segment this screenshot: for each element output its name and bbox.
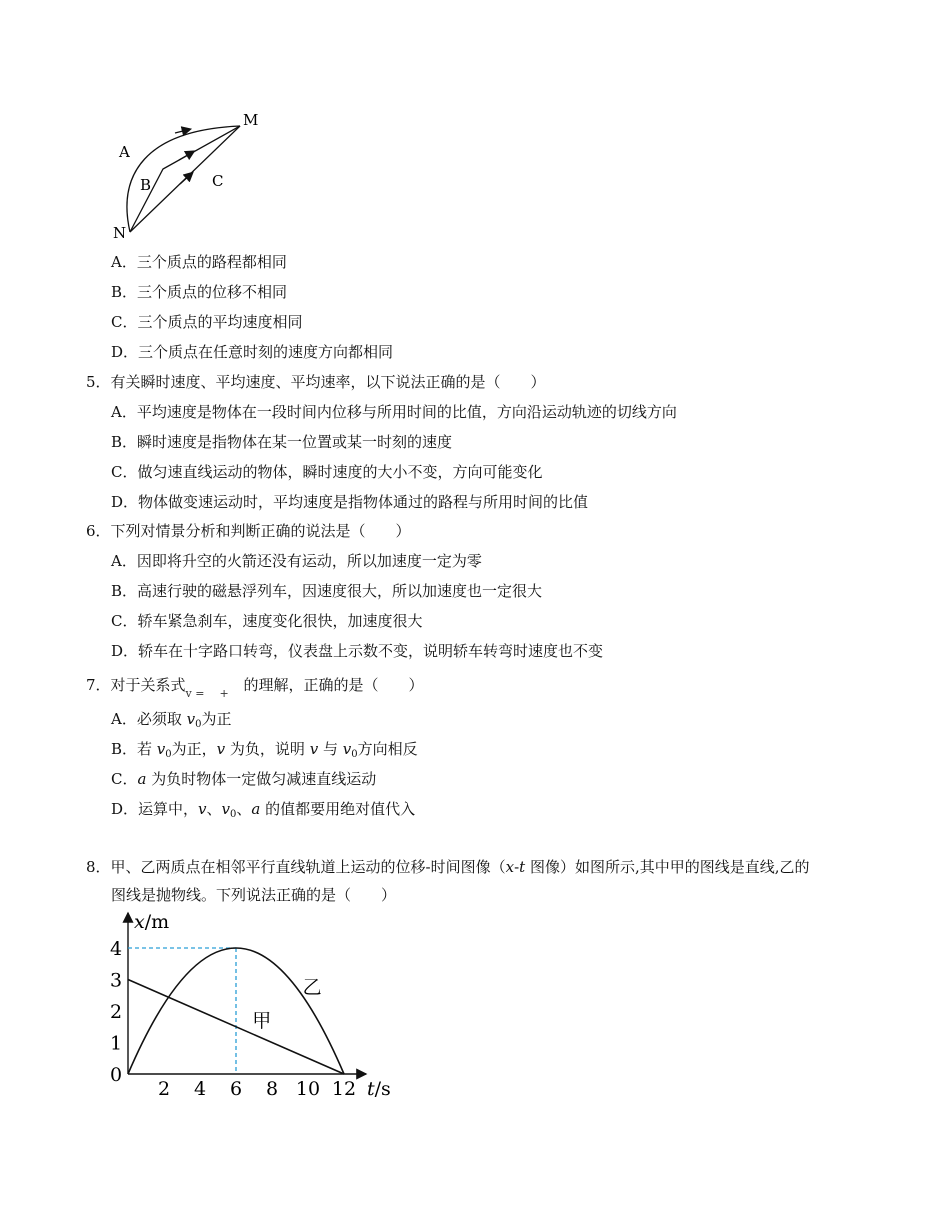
q8-stem-text1: 8．甲、乙两质点在相邻平行直线轨道上运动的位移-时间图像（ — [86, 858, 506, 876]
q5-option-b: B．瞬时速度是指物体在某一位置或某一时刻的速度 — [111, 433, 453, 451]
sym-v0: v — [342, 740, 352, 758]
x-tick-label-10: 10 — [295, 1078, 321, 1100]
q7-a-text2: 为正 — [201, 710, 232, 728]
q8-sym-t: t — [519, 858, 526, 876]
q7-b-text5: 方向相反 — [357, 740, 418, 758]
q7-option-c — [111, 769, 376, 789]
sym-v0: v — [186, 710, 196, 728]
label-m: M — [243, 111, 259, 129]
y-tick-label-4: 4 — [110, 938, 123, 960]
y-tick-label-0: 0 — [110, 1064, 123, 1086]
q7-option-a — [111, 709, 231, 735]
q6-option-c: C．轿车紧急刹车，速度变化很快，加速度很大 — [111, 612, 423, 630]
q4-option-a: A．三个质点的路程都相同 — [111, 253, 287, 271]
q6-option-d: D．轿车在十字路口转弯，仪表盘上示数不变，说明轿车转弯时速度也不变 — [111, 642, 604, 660]
x-tick-label-2: 2 — [157, 1078, 171, 1100]
q7-b-text: B．若 — [111, 740, 157, 758]
label-c: C — [212, 172, 224, 190]
q7-d-text4: 的值都要用绝对值代入 — [260, 800, 416, 818]
q8-stem-text2: 图像）如图所示,其中甲的图线是直线,乙的 — [525, 858, 810, 876]
xt-chart — [100, 905, 400, 1105]
sub-0: 0 — [165, 749, 172, 760]
q4-path-figure — [105, 105, 275, 240]
q7-d-text3: 、 — [236, 800, 252, 818]
q6-option-a: A．因即将升空的火箭还没有运动，所以加速度一定为零 — [111, 552, 482, 570]
sub-0: 0 — [230, 809, 237, 820]
label-a: A — [119, 143, 130, 161]
path-a-arrow — [175, 130, 187, 133]
q7-stem — [86, 675, 424, 700]
y-axis-label: x/m — [134, 911, 170, 933]
q4-option-c: C．三个质点的平均速度相同 — [111, 313, 303, 331]
q7-d-text2: 、 — [206, 800, 222, 818]
q8-stem-line1 — [86, 857, 810, 877]
q6-stem: 6．下列对情景分析和判断正确的说法是（ ） — [86, 522, 411, 540]
sym-a: a — [251, 800, 261, 818]
q4-option-d: D．三个质点在任意时刻的速度方向都相同 — [111, 343, 394, 361]
q7-option-b — [111, 739, 418, 765]
sym-v: v — [198, 800, 207, 818]
q6-option-b: B．高速行驶的磁悬浮列车，因速度很大，所以加速度也一定很大 — [111, 582, 543, 600]
y-tick-label-1: 1 — [110, 1032, 123, 1055]
q7-b-text3: 为负，说明 — [225, 740, 310, 758]
path-b-arrow — [179, 153, 191, 160]
q5-option-d: D．物体做变速运动时，平均速度是指物体通过的路程与所用时间的比值 — [111, 493, 589, 511]
x-tick-label-6: 6 — [229, 1078, 243, 1100]
sym-v0: v — [156, 740, 166, 758]
x-axis-label: t/s — [367, 1078, 391, 1100]
sub-0: 0 — [351, 749, 358, 760]
q7-a-text: A．必须取 — [111, 710, 187, 728]
x-tick-label-4: 4 — [193, 1078, 207, 1100]
series-label-乙: 乙 — [302, 976, 322, 999]
q7-option-d — [111, 799, 415, 825]
q7-d-text: D．运算中， — [111, 800, 199, 818]
q5-option-c: C．做匀速直线运动的物体，瞬时速度的大小不变，方向可能变化 — [111, 463, 543, 481]
sub-0: 0 — [195, 719, 202, 730]
q5-option-a: A．平均速度是物体在一段时间内位移与所用时间的比值，方向沿运动轨迹的切线方向 — [111, 403, 677, 421]
q7-formula-plus: + — [219, 687, 229, 700]
q8-stem-line2: 图线是抛物线。下列说法正确的是（ ） — [111, 886, 397, 904]
sym-a: a — [137, 770, 147, 788]
sym-v0: v — [221, 800, 231, 818]
q5-stem: 5．有关瞬时速度、平均速度、平均速率，以下说法正确的是（ ） — [86, 373, 546, 391]
q8-dash: - — [514, 858, 520, 876]
q4-option-b: B．三个质点的位移不相同 — [111, 283, 288, 301]
sym-v: v — [216, 740, 226, 758]
q7-c-text: C． — [111, 770, 138, 788]
label-b: B — [140, 176, 152, 194]
path-c-arrow — [180, 175, 190, 184]
x-tick-label-8: 8 — [265, 1078, 279, 1100]
series-label-甲: 甲 — [252, 1009, 272, 1032]
q7-b-text4: 与 — [318, 740, 343, 758]
label-n: N — [113, 224, 127, 240]
y-tick-label-2: 2 — [110, 1001, 123, 1023]
sym-v: v — [309, 740, 319, 758]
q8-sym-x: x — [505, 858, 515, 876]
q7-stem-prefix: 7．对于关系式 — [86, 676, 186, 694]
q7-b-text2: 为正， — [171, 740, 217, 758]
x-tick-label-12: 12 — [331, 1078, 357, 1100]
q7-c-text2: 为负时物体一定做匀减速直线运动 — [146, 770, 377, 788]
y-tick-label-3: 3 — [110, 969, 123, 992]
q7-stem-suffix: 的理解，正确的是（ ） — [243, 676, 424, 694]
q7-formula-v: v = — [185, 687, 205, 700]
